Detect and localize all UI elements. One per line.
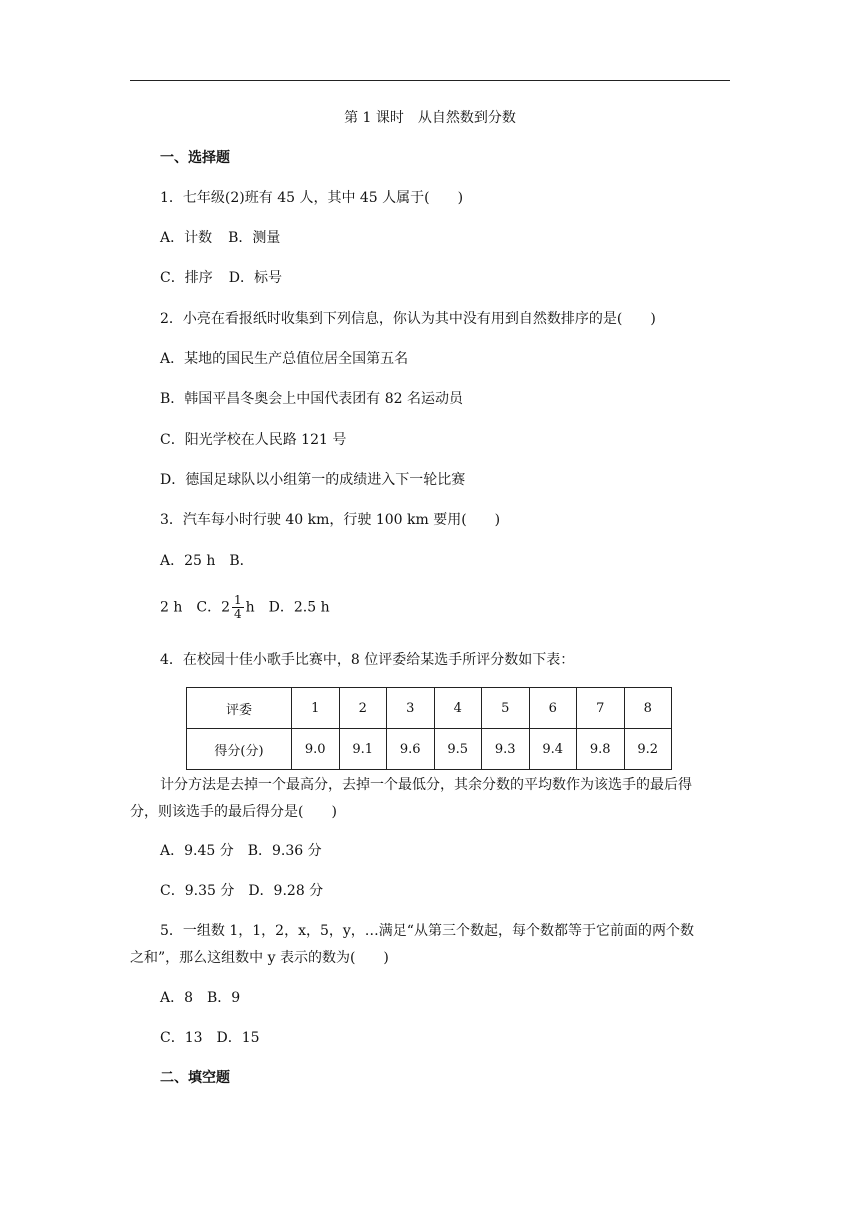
table-row-scores: [187, 729, 672, 770]
table-header-judge: 评委: [187, 688, 292, 729]
question-3-options-line-1: A．25 h B．: [160, 553, 254, 569]
question-3-options-line-2: [160, 594, 330, 621]
question-3-stem: 3．汽车每小时行驶 40 km，行驶 100 km 要用( ): [160, 512, 501, 528]
scores-table: [186, 687, 672, 770]
lesson-title: 第 1 课时 从自然数到分数: [344, 110, 516, 126]
question-1-option-c: C．排序: [160, 270, 213, 286]
table-cell-score: 9.2: [624, 729, 672, 770]
question-3-option-text: 2 h C．2: [160, 599, 230, 616]
question-4-explanation-line-2: 分，则该选手的最后得分是( ): [130, 804, 337, 820]
fraction-denominator: 4: [234, 607, 242, 621]
question-1-stem: 1．七年级(2)班有 45 人，其中 45 人属于( ): [160, 190, 464, 206]
table-cell-judge: 1: [292, 688, 340, 729]
table-cell-score: 9.8: [577, 729, 625, 770]
question-3-option-text-tail: h D．2.5 h: [245, 599, 330, 616]
question-4-options-ab: A．9.45 分 B．9.36 分: [160, 843, 322, 859]
table-header-score: 得分(分): [187, 729, 292, 770]
table-cell-score: 9.3: [482, 729, 530, 770]
section-choice-heading: 一、选择题: [160, 150, 230, 166]
question-4-options-cd: C．9.35 分 D．9.28 分: [160, 883, 324, 899]
fraction-numerator: 1: [234, 593, 242, 607]
question-1-option-a: A．计数: [160, 230, 213, 246]
question-5-options-ab: A．8 B．9: [160, 990, 241, 1006]
table-cell-judge: 6: [529, 688, 577, 729]
table-row-judges: [187, 688, 672, 729]
question-1-options-cd: [160, 268, 282, 288]
question-2-option-b: B．韩国平昌冬奥会上中国代表团有 82 名运动员: [160, 391, 464, 407]
table-cell-judge: 2: [339, 688, 387, 729]
table-cell-judge: 4: [434, 688, 482, 729]
question-4-explanation-line-1: 计分方法是去掉一个最高分，去掉一个最低分，其余分数的平均数作为该选手的最后得: [160, 777, 692, 793]
question-4-stem: 4．在校园十佳小歌手比赛中，8 位评委给某选手所评分数如下表：: [160, 652, 575, 668]
table-cell-judge: 7: [577, 688, 625, 729]
question-2-option-a: A．某地的国民生产总值位居全国第五名: [160, 351, 409, 367]
table-cell-score: 9.4: [529, 729, 577, 770]
table-cell-score: 9.1: [339, 729, 387, 770]
table-cell-judge: 8: [624, 688, 672, 729]
question-2-option-d: D．德国足球队以小组第一的成绩进入下一轮比赛: [160, 472, 466, 488]
question-5-stem-line-1: 5．一组数 1，1，2，x，5，y，…满足“从第三个数起，每个数都等于它前面的两个数: [160, 923, 694, 939]
fraction-one-quarter: [232, 594, 244, 621]
question-1-options-ab: [160, 228, 280, 248]
question-1-option-b: B．测量: [228, 230, 281, 246]
question-5-options-cd: C．13 D．15: [160, 1030, 260, 1046]
table-cell-score: 9.6: [387, 729, 435, 770]
question-5-stem-line-2: 之和”，那么这组数中 y 表示的数为( ): [130, 950, 389, 966]
table-cell-score: 9.5: [434, 729, 482, 770]
question-2-option-c: C．阳光学校在人民路 121 号: [160, 432, 347, 448]
table-cell-judge: 5: [482, 688, 530, 729]
question-2-stem: 2．小亮在看报纸时收集到下列信息，你认为其中没有用到自然数排序的是( ): [160, 311, 656, 327]
header-rule: [130, 80, 730, 81]
table-cell-score: 9.0: [292, 729, 340, 770]
question-1-option-d: D．标号: [228, 270, 282, 286]
section-fill-heading: 二、填空题: [160, 1070, 230, 1086]
table-cell-judge: 3: [387, 688, 435, 729]
